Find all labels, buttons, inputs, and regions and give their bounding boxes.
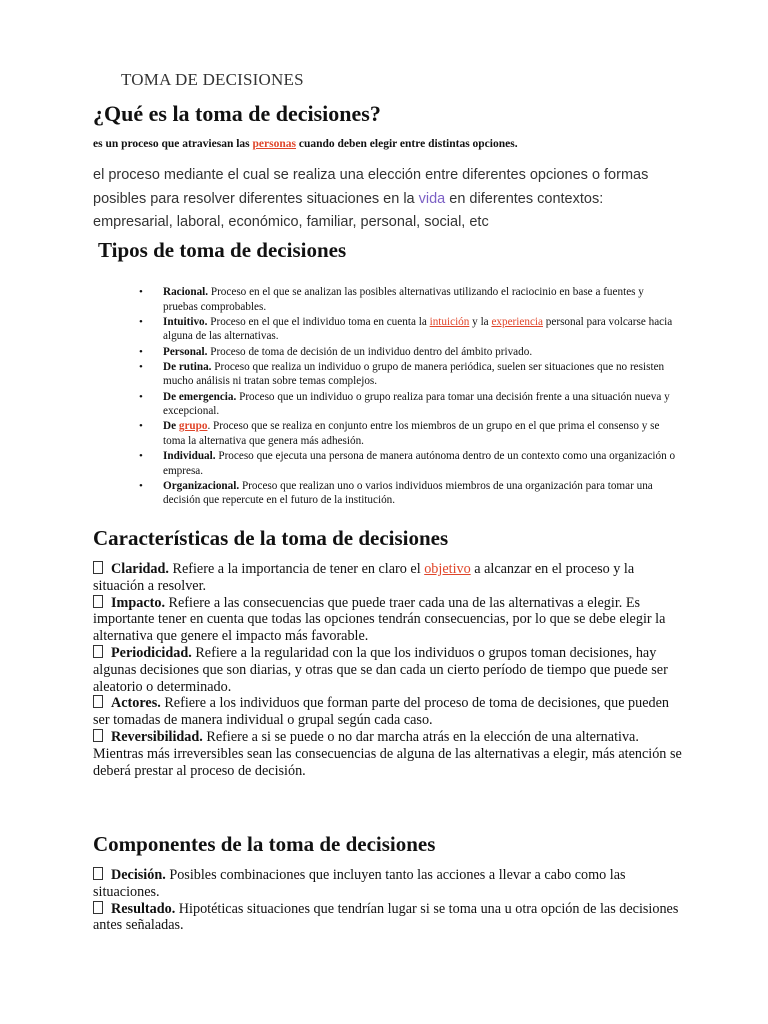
lead-sentence <box>93 138 518 150</box>
list-item <box>93 867 683 901</box>
checkbox-glyph-icon <box>93 561 103 574</box>
list-item <box>139 360 678 389</box>
list-item <box>139 315 678 344</box>
bullet-icon: • <box>139 479 143 492</box>
link-intuicion[interactable]: intuición <box>429 315 470 328</box>
bullet-icon: • <box>139 345 143 358</box>
type-text: Proceso en el que se analizan las posibles alternativas utilizando el raciocinio en base a fuentes y pruebas comprobables. <box>163 286 644 313</box>
type-term-text: De <box>163 420 179 433</box>
type-text: Proceso en el que el individuo toma en cuenta la <box>207 315 430 328</box>
heading-components: Componentes de la toma de decisiones <box>93 832 436 856</box>
type-term: Intuitivo. <box>163 315 208 328</box>
characteristic-term: Reversibilidad. <box>111 728 203 745</box>
list-item <box>93 645 683 695</box>
list-item <box>139 419 678 448</box>
bullet-icon: • <box>139 450 143 463</box>
type-text: personal para volcarse hacia alguna de las alternativas. <box>163 315 673 343</box>
link-grupo[interactable]: grupo <box>178 420 208 433</box>
list-item <box>139 479 678 508</box>
characteristic-text: Refiere a la importancia de tener en claro el <box>168 561 425 577</box>
characteristic-term: Actores. <box>111 695 161 712</box>
characteristic-text: Refiere a los individuos que forman parte del proceso de toma de decisiones, que pueden ser tomadas de manera individual o grupal según cada caso. <box>93 695 670 729</box>
heading-types: Tipos de toma de decisiones <box>98 238 347 262</box>
list-item <box>139 345 678 360</box>
link-vida[interactable]: vida <box>418 190 446 207</box>
bullet-icon: • <box>139 390 143 403</box>
characteristic-text: Refiere a si se puede o no dar marcha atrás en la elección de una alternativa. Mientras más irreversibles sean las consecuencias de alguna de las alternativas a elegir, más atención se deberá prestar al proceso de decisión. <box>93 728 682 779</box>
component-term: Decisión. <box>111 867 166 883</box>
type-term: Racional. <box>163 286 209 298</box>
list-item <box>93 901 683 935</box>
characteristic-text: Refiere a las consecuencias que puede traer cada una de las alternativas a elegir. Es importante tener en cuenta que todas las opciones tendrán consecuencias, por lo que se debe elegir la alternativa que genere el impacto más favorable. <box>93 594 666 645</box>
list-item <box>139 449 678 478</box>
checkbox-glyph-icon <box>93 645 103 658</box>
characteristic-term: Claridad. <box>111 561 169 577</box>
type-text: Proceso que ejecuta una persona de manera autónoma dentro de un contexto como una organización o empresa. <box>163 450 676 477</box>
type-text: Proceso que realiza un individuo o grupo de manera periódica, suelen ser situaciones que no resisten mucho análisis ni tratan sobre temas complejos. <box>163 360 665 388</box>
characteristic-text: Refiere a la regularidad con la que los individuos o grupos toman decisiones, hay algunas decisiones que son diarias, y otras que se dan cada un cierto período de tiempo que puede ser aleatorio o determinado. <box>93 644 668 695</box>
checkbox-glyph-icon <box>93 595 103 608</box>
bullet-icon: • <box>139 315 143 328</box>
link-experiencia[interactable]: experiencia <box>491 315 543 328</box>
heading-characteristics: Características de la toma de decisiones <box>93 526 449 550</box>
component-term: Resultado. <box>111 900 176 917</box>
characteristic-term: Impacto. <box>111 594 165 611</box>
link-objetivo[interactable]: objetivo <box>424 561 471 577</box>
type-text: Proceso de toma de decisión de un individuo dentro del ámbito privado. <box>207 345 533 358</box>
components-list <box>93 867 683 934</box>
list-item <box>93 561 683 595</box>
type-term: De emergencia. <box>163 390 237 403</box>
bullet-icon: • <box>139 420 143 433</box>
checkbox-glyph-icon <box>93 867 103 880</box>
type-term: Personal. <box>163 345 208 358</box>
type-term <box>163 420 207 432</box>
lead-text-before: es un proceso que atraviesan las <box>93 138 253 150</box>
definition-text-before: el proceso mediante el cual se realiza una elección entre diferentes opciones o formas posibles para resolver diferentes situaciones en la <box>93 167 649 207</box>
types-list <box>139 285 678 509</box>
checkbox-glyph-icon <box>93 695 103 708</box>
type-text: Proceso que realizan uno o varios individuos miembros de una organización para tomar una decisión que repercute en el futuro de la institución. <box>163 479 653 507</box>
component-text: Posibles combinaciones que incluyen tanto las acciones a llevar a cabo como las situaciones. <box>93 867 626 900</box>
type-text: y la <box>469 315 492 328</box>
characteristic-text: a alcanzar en el proceso y la situación a resolver. <box>93 561 635 594</box>
definition-paragraph <box>93 164 653 235</box>
list-item <box>93 695 683 729</box>
checkbox-glyph-icon <box>93 901 103 914</box>
type-term: Organizacional. <box>163 479 240 492</box>
heading-what-is: ¿Qué es la toma de decisiones? <box>93 101 381 126</box>
link-personas[interactable]: personas <box>252 138 296 150</box>
checkbox-glyph-icon <box>93 729 103 742</box>
list-item <box>139 285 678 314</box>
list-item <box>93 729 683 779</box>
list-item <box>139 390 678 419</box>
bullet-icon: • <box>139 286 143 298</box>
bullet-icon: • <box>139 360 143 373</box>
characteristics-list <box>93 561 683 779</box>
characteristic-term: Periodicidad. <box>111 644 192 661</box>
type-text: Proceso que un individuo o grupo realiza para tomar una decisión frente a una situación nueva y excepcional. <box>163 390 670 418</box>
lead-text-after: cuando deben elegir entre distintas opciones. <box>295 138 518 150</box>
type-text: . Proceso que se realiza en conjunto entre los miembros de un grupo en el que prima el consenso y se toma la alternativa que genera más adhesión. <box>163 420 660 447</box>
list-item <box>93 595 683 645</box>
component-text: Hipotéticas situaciones que tendrían lugar si se toma una u otra opción de las decisiones antes señaladas. <box>93 900 679 934</box>
type-term: De rutina. <box>163 360 212 373</box>
type-term: Individual. <box>163 450 216 463</box>
definition-text-after: en diferentes contextos: empresarial, laboral, económico, familiar, personal, social, etc <box>93 190 604 230</box>
document-title: TOMA DE DECISIONES <box>121 70 304 89</box>
